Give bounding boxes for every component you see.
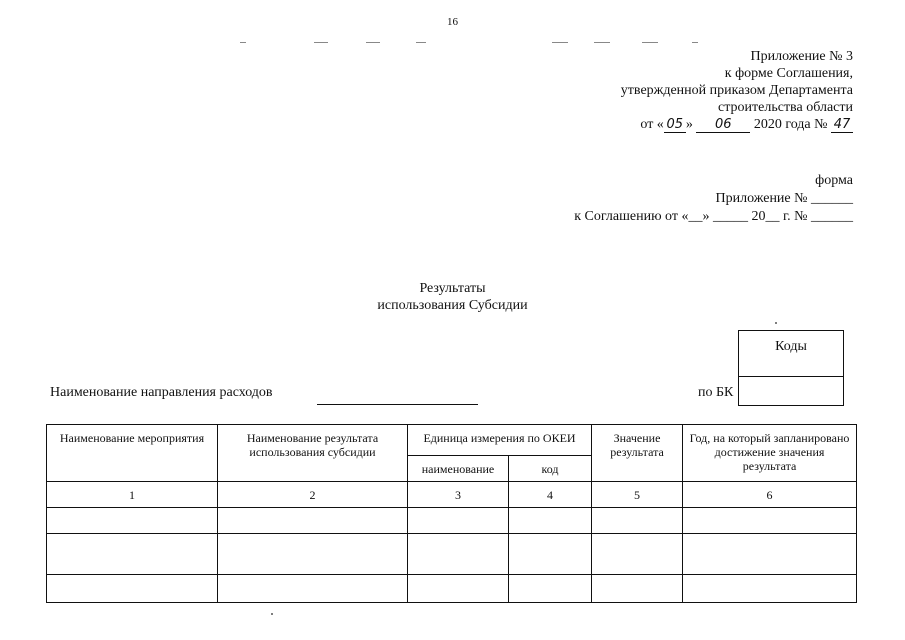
date-suffix: 2020 года №: [753, 117, 828, 132]
column-number: 6: [683, 482, 857, 508]
bk-code-cell[interactable]: [739, 377, 843, 406]
table-cell[interactable]: [683, 508, 857, 534]
table-cell[interactable]: [408, 508, 509, 534]
date-mid: »: [685, 117, 693, 132]
header-result-name: Наименование результата использования субсидии: [218, 425, 408, 482]
table-cell[interactable]: [509, 508, 592, 534]
table-cell[interactable]: [218, 508, 408, 534]
table-cell[interactable]: [408, 575, 509, 603]
form-block: [574, 172, 853, 225]
scan-dot: [271, 613, 273, 615]
table-row: [47, 534, 857, 575]
title-line-1: Результаты: [419, 281, 486, 296]
expense-direction-field[interactable]: [317, 404, 478, 405]
table-cell[interactable]: [683, 534, 857, 575]
scan-artifact-marks: [230, 42, 710, 46]
column-number: 5: [592, 482, 683, 508]
table-row: [47, 508, 857, 534]
table-cell[interactable]: [592, 508, 683, 534]
codes-box: [738, 330, 844, 406]
table-header-row: [47, 425, 857, 456]
table-cell[interactable]: [218, 534, 408, 575]
appendix-line-1: Приложение № 3: [750, 49, 853, 64]
table-cell[interactable]: [592, 534, 683, 575]
results-table: [46, 424, 857, 603]
header-unit-group: Единица измерения по ОКЕИ: [408, 425, 592, 456]
table-row: [47, 575, 857, 603]
appendix-line-2: к форме Соглашения,: [724, 66, 853, 81]
codes-header: Коды: [739, 331, 843, 377]
column-number: 2: [218, 482, 408, 508]
handwritten-order-number: 47: [831, 118, 853, 133]
bk-label: по БК: [698, 385, 734, 400]
column-number: 1: [47, 482, 218, 508]
form-label: форма: [815, 173, 853, 188]
table-cell[interactable]: [218, 575, 408, 603]
expense-direction-label: Наименование направления расходов: [50, 385, 273, 400]
document-title: [0, 280, 905, 314]
column-number: 4: [509, 482, 592, 508]
table-cell[interactable]: [509, 534, 592, 575]
scan-dot: [775, 322, 777, 324]
handwritten-day: 05: [664, 118, 686, 133]
table-cell[interactable]: [408, 534, 509, 575]
column-number-row: [47, 482, 857, 508]
header-target-year: Год, на который запланировано достижение значения результата: [683, 425, 857, 482]
header-unit-code: код: [509, 455, 592, 481]
appendix-line-4: строительства области: [718, 100, 853, 115]
header-result-value: Значение результата: [592, 425, 683, 482]
header-event-name: Наименование мероприятия: [47, 425, 218, 482]
table-cell[interactable]: [592, 575, 683, 603]
date-prefix: от «: [640, 117, 664, 132]
column-number: 3: [408, 482, 509, 508]
page-number: 16: [447, 16, 458, 28]
header-unit-name: наименование: [408, 455, 509, 481]
appendix-line-3: утвержденной приказом Департамента: [620, 83, 853, 98]
handwritten-month: 06: [696, 118, 750, 133]
agreement-line: к Соглашению от «__» _____ 20__ г. № ______: [574, 209, 853, 224]
table-cell[interactable]: [683, 575, 857, 603]
appendix-header: [621, 48, 853, 133]
table-cell[interactable]: [47, 508, 218, 534]
appendix-date-line: [621, 116, 853, 133]
table-cell[interactable]: [47, 534, 218, 575]
appendix-number-line: Приложение № ______: [715, 191, 853, 206]
table-cell[interactable]: [47, 575, 218, 603]
table-cell[interactable]: [509, 575, 592, 603]
title-line-2: использования Субсидии: [377, 298, 528, 313]
